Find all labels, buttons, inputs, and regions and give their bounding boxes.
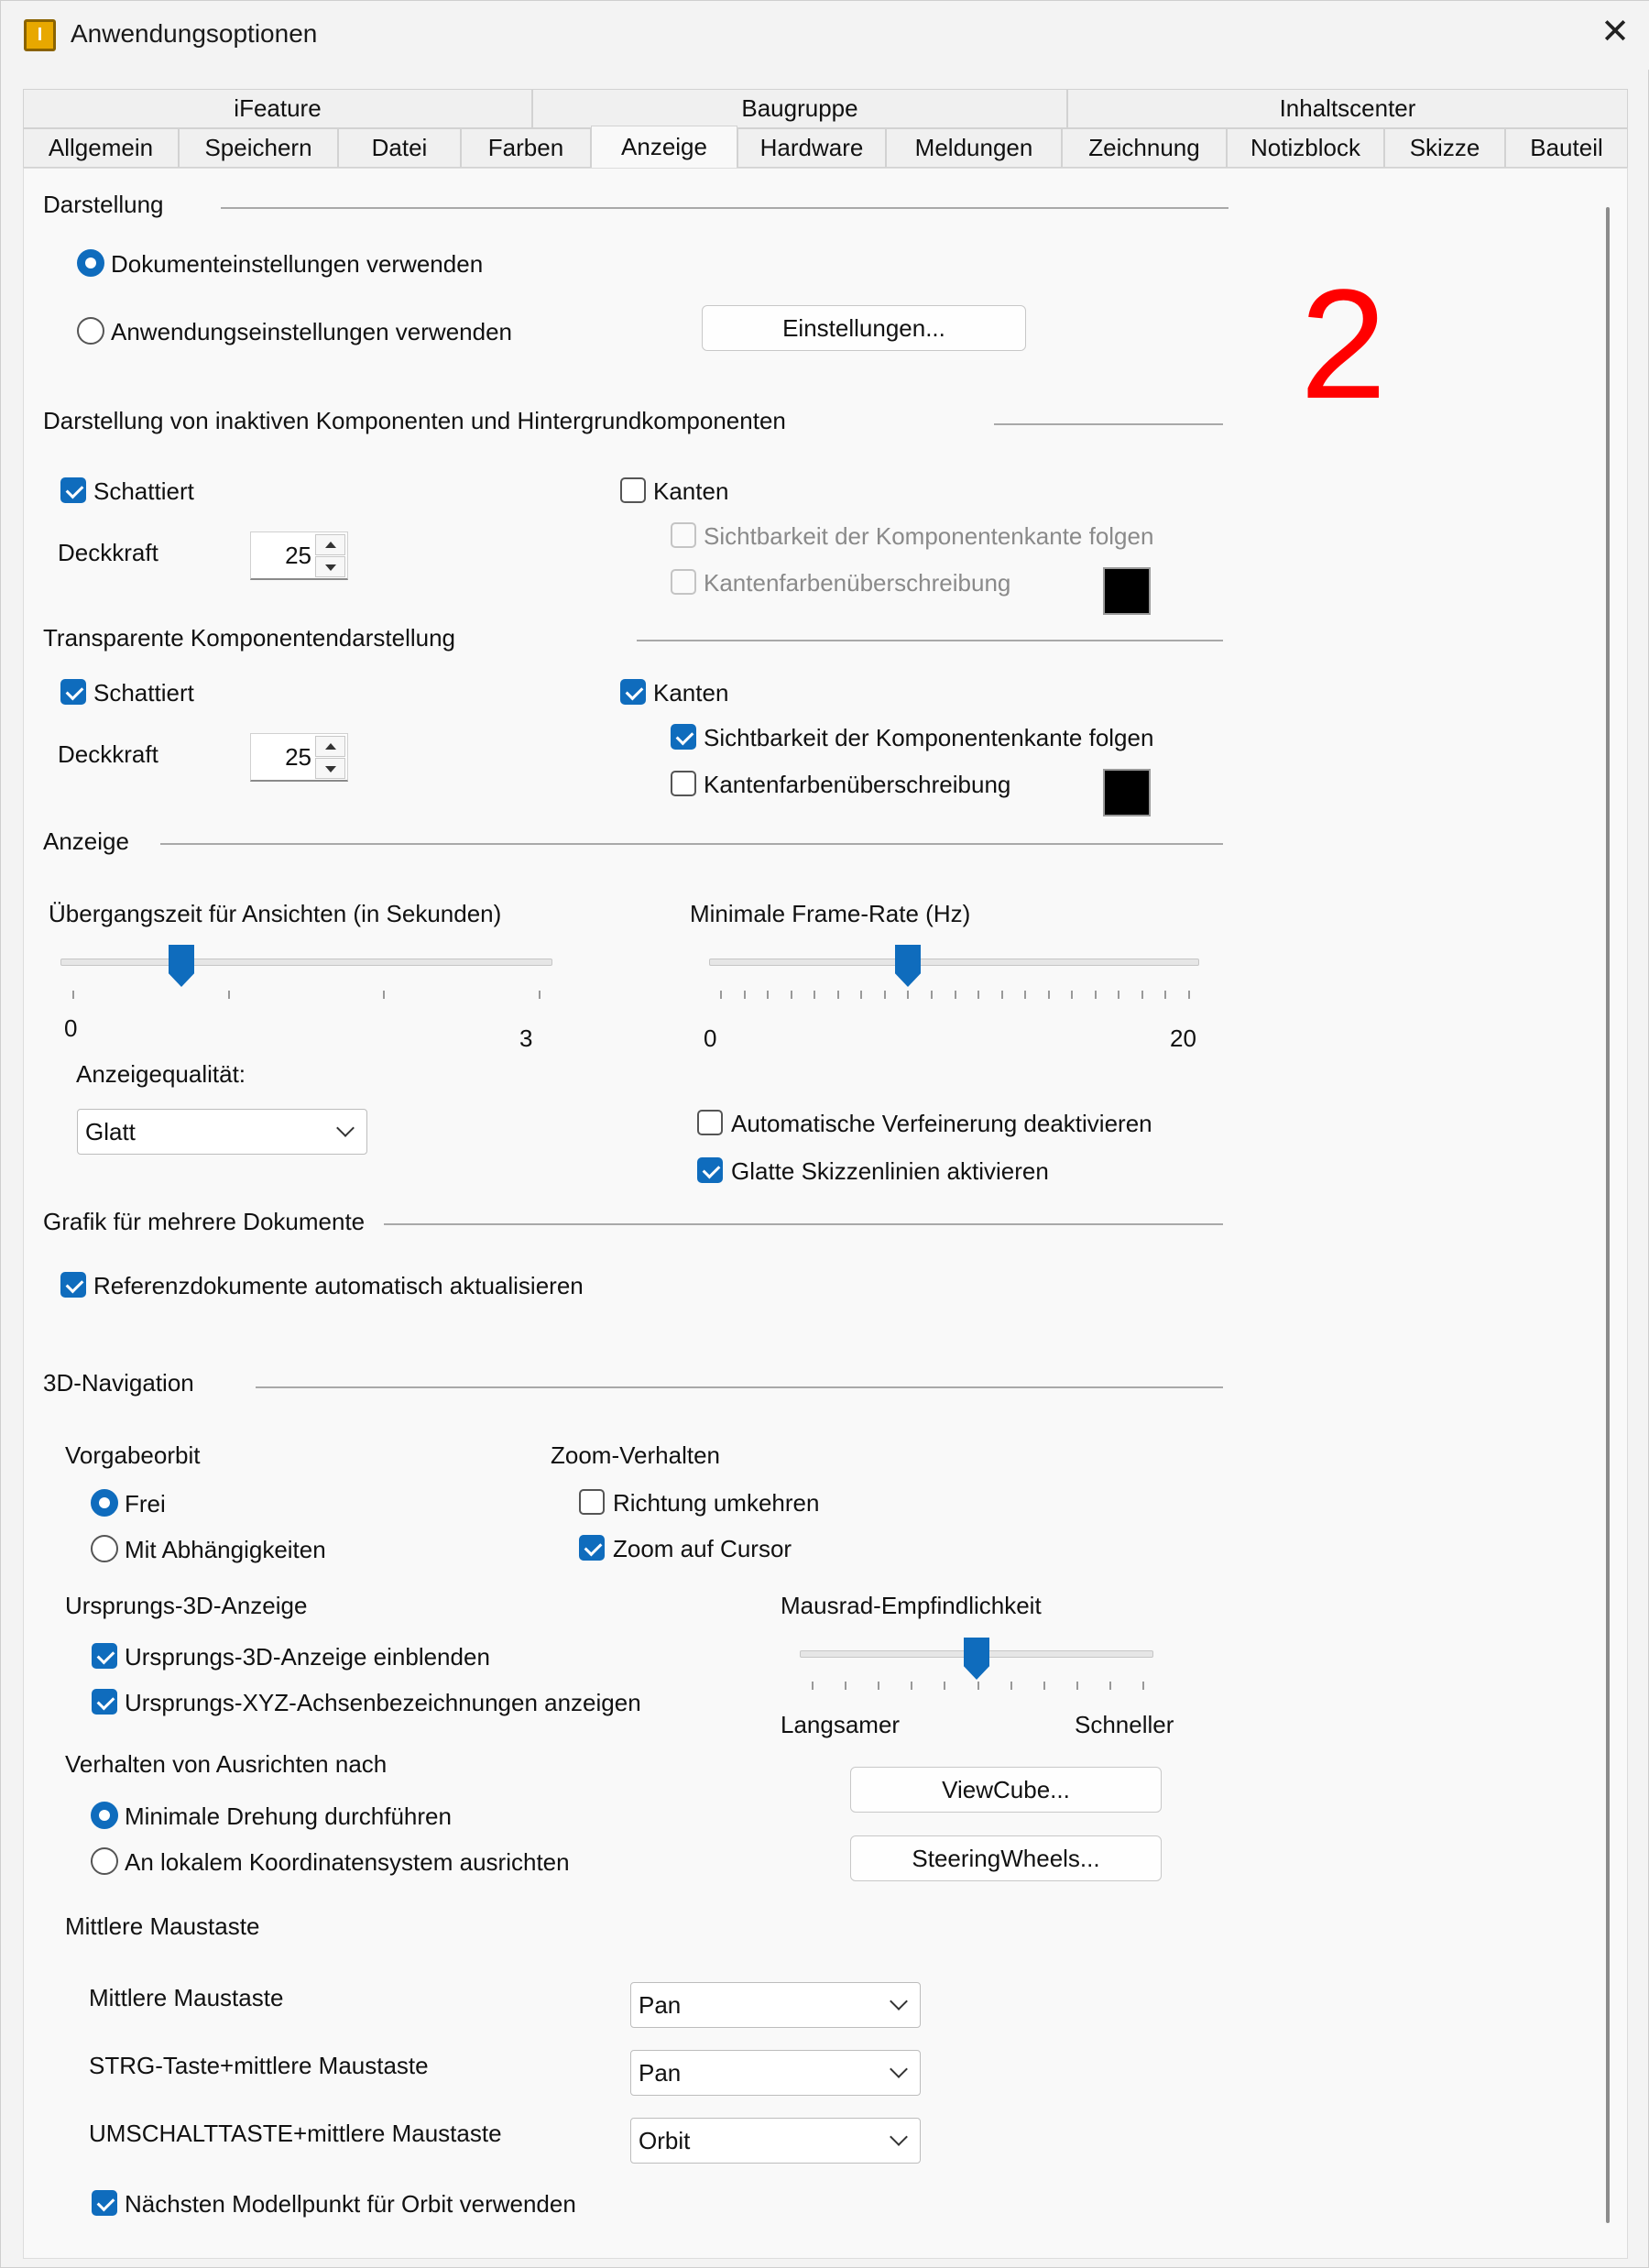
slider-tick (744, 991, 746, 999)
inactive-opacity-value: 25 (285, 542, 311, 569)
spin-down-icon[interactable] (315, 556, 345, 577)
slider-tick (1071, 991, 1073, 999)
ctrl-mm-value: Pan (639, 2059, 682, 2087)
separator (994, 423, 1223, 425)
transparent-opacity-value: 25 (285, 743, 311, 771)
viewcube-button[interactable]: ViewCube... (850, 1767, 1162, 1813)
inactive-edge-color-swatch[interactable] (1103, 567, 1151, 615)
inactive-opacity-spinner[interactable] (250, 531, 348, 580)
inactive-heading: Darstellung von inaktiven Komponenten und Hintergrundkomponenten (43, 407, 786, 434)
title-bar (1, 1, 1649, 70)
inactive-shaded-checkbox[interactable] (60, 477, 86, 503)
ctrl-mm-dropdown[interactable] (630, 2050, 921, 2096)
smooth-sketch-label: Glatte Skizzenlinien aktivieren (731, 1157, 1049, 1185)
align-local-label: An lokalem Koordinatensystem ausrichten (125, 1848, 570, 1876)
slider-tick (1141, 991, 1143, 999)
close-icon[interactable]: ✕ (1600, 13, 1630, 51)
mm-label: Mittlere Maustaste (89, 1984, 284, 2011)
shift-mm-dropdown[interactable] (630, 2118, 921, 2164)
chevron-down-icon (890, 1992, 908, 2011)
quality-value: Glatt (85, 1118, 136, 1145)
zoom-heading: Zoom-Verhalten (551, 1441, 720, 1469)
wheel-heading: Mausrad-Empfindlichkeit (781, 1592, 1042, 1619)
slider-tick (1076, 1682, 1078, 1690)
slider-tick (767, 991, 769, 999)
slider-tick (878, 1682, 879, 1690)
tab-bauteil[interactable]: Bauteil (1505, 128, 1628, 168)
tab-skizze[interactable]: Skizze (1384, 128, 1505, 168)
framerate-max-label: 20 (1170, 1024, 1196, 1052)
inactive-override-label: Kantenfarbenüberschreibung (704, 569, 1011, 597)
transition-min-label: 0 (64, 1014, 78, 1042)
slider-tick (911, 1682, 912, 1690)
quality-dropdown[interactable] (77, 1109, 367, 1155)
tab-datei[interactable]: Datei (338, 128, 461, 168)
auto-refine-label: Automatische Verfeinerung deaktivieren (731, 1110, 1152, 1137)
transparent-override-checkbox[interactable] (671, 771, 696, 796)
slider-tick (1109, 1682, 1111, 1690)
radio-align-local[interactable] (91, 1847, 118, 1875)
mm-value: Pan (639, 1991, 682, 2019)
radio-document-settings[interactable] (77, 249, 104, 277)
framerate-min-label: 0 (704, 1024, 717, 1052)
transparent-follow-checkbox[interactable] (671, 724, 696, 750)
framerate-label: Minimale Frame-Rate (Hz) (690, 900, 971, 927)
slider-tick (1118, 991, 1119, 999)
radio-orbit-constrained[interactable] (91, 1535, 118, 1562)
nearest-point-label: Nächsten Modellpunkt für Orbit verwenden (125, 2190, 576, 2218)
app-icon: I (24, 19, 56, 51)
inactive-override-checkbox (671, 569, 696, 595)
transparent-edge-color-swatch[interactable] (1103, 769, 1151, 816)
chevron-down-icon (336, 1119, 355, 1137)
slider-tick (931, 991, 933, 999)
transition-max-label: 3 (519, 1024, 533, 1052)
inactive-follow-checkbox (671, 522, 696, 548)
spin-down-icon[interactable] (315, 758, 345, 779)
tab-baugruppe[interactable]: Baugruppe (532, 89, 1067, 128)
origin-xyz-checkbox[interactable] (92, 1689, 117, 1715)
slider-tick (1001, 991, 1003, 999)
inactive-edges-checkbox[interactable] (620, 477, 646, 503)
tab-farben[interactable]: Farben (461, 128, 591, 168)
transparent-shaded-checkbox[interactable] (60, 679, 86, 705)
slider-tick (814, 991, 815, 999)
slider-tick (1164, 991, 1166, 999)
tab-meldungen[interactable]: Meldungen (886, 128, 1062, 168)
auto-update-checkbox[interactable] (60, 1272, 86, 1298)
spin-up-icon[interactable] (315, 736, 345, 757)
transparent-opacity-spinner[interactable] (250, 733, 348, 782)
transition-slider-track[interactable] (60, 959, 552, 966)
annotation-number: 2 (1300, 257, 1387, 432)
tab-allgemein[interactable]: Allgemein (23, 128, 179, 168)
slider-tick (845, 1682, 846, 1690)
transition-label: Übergangszeit für Ansichten (in Sekunden) (49, 900, 502, 927)
radio-align-min[interactable] (91, 1802, 118, 1829)
slider-tick (977, 991, 979, 999)
zoom-cursor-label: Zoom auf Cursor (613, 1535, 792, 1562)
mm-dropdown[interactable] (630, 1982, 921, 2028)
slider-tick (812, 1682, 814, 1690)
chevron-down-icon (890, 2060, 908, 2078)
settings-button[interactable]: Einstellungen... (702, 305, 1026, 351)
radio-application-label: Anwendungseinstellungen verwenden (111, 318, 512, 345)
slider-tick (1043, 1682, 1045, 1690)
align-heading: Verhalten von Ausrichten nach (65, 1750, 388, 1778)
multidoc-heading: Grafik für mehrere Dokumente (43, 1208, 366, 1235)
slider-tick (383, 991, 385, 999)
slider-tick (1188, 991, 1190, 999)
darstellung-heading: Darstellung (43, 191, 164, 218)
radio-document-label: Dokumenteinstellungen verwenden (111, 250, 484, 278)
slider-tick (72, 991, 74, 999)
quality-label: Anzeigequalität: (76, 1060, 246, 1088)
middle-heading: Mittlere Maustaste (65, 1912, 260, 1940)
nearest-point-checkbox[interactable] (92, 2190, 117, 2216)
wheel-fast-label: Schneller (1075, 1711, 1174, 1738)
tab-inhaltscenter[interactable]: Inhaltscenter (1067, 89, 1628, 128)
origin-xyz-label: Ursprungs-XYZ-Achsenbezeichnungen anzeigen (125, 1689, 641, 1716)
spin-up-icon[interactable] (315, 534, 345, 555)
shift-mm-value: Orbit (639, 2127, 691, 2154)
slider-tick (907, 991, 909, 999)
radio-application-settings[interactable] (77, 317, 104, 345)
tab-speichern[interactable]: Speichern (179, 128, 338, 168)
transparent-heading: Transparente Komponentendarstellung (43, 624, 455, 652)
slider-tick (884, 991, 886, 999)
orbit-constrained-label: Mit Abhängigkeiten (125, 1536, 326, 1563)
slider-tick (860, 991, 862, 999)
inactive-edges-label: Kanten (653, 477, 729, 505)
tab-zeichnung[interactable]: Zeichnung (1062, 128, 1227, 168)
tab-ifeature[interactable]: iFeature (23, 89, 532, 128)
orbit-free-label: Frei (125, 1490, 166, 1517)
align-min-label: Minimale Drehung durchführen (125, 1802, 452, 1830)
separator (221, 207, 1229, 209)
slider-tick (1142, 1682, 1144, 1690)
origin-show-label: Ursprungs-3D-Anzeige einblenden (125, 1643, 490, 1671)
inactive-follow-label: Sichtbarkeit der Komponentenkante folgen (704, 522, 1154, 550)
origin-show-checkbox[interactable] (92, 1643, 117, 1669)
tab-hardware[interactable]: Hardware (737, 128, 886, 168)
slider-tick (1048, 991, 1050, 999)
separator (160, 843, 1223, 845)
radio-orbit-free[interactable] (91, 1489, 118, 1517)
orbit-heading: Vorgabeorbit (65, 1441, 201, 1469)
transparent-edges-checkbox[interactable] (620, 679, 646, 705)
zoom-cursor-checkbox[interactable] (579, 1535, 605, 1561)
transparent-opacity-label: Deckkraft (58, 740, 158, 768)
slider-tick (1095, 991, 1097, 999)
reverse-zoom-label: Richtung umkehren (613, 1489, 820, 1517)
slider-tick (944, 1682, 945, 1690)
slider-tick (955, 991, 956, 999)
slider-tick (791, 991, 792, 999)
slider-tick (1010, 1682, 1012, 1690)
transparent-shaded-label: Schattiert (93, 679, 194, 707)
framerate-slider-track[interactable] (709, 959, 1199, 966)
anzeige-heading: Anzeige (43, 827, 129, 855)
origin-heading: Ursprungs-3D-Anzeige (65, 1592, 308, 1619)
tab-notizblock[interactable]: Notizblock (1227, 128, 1384, 168)
smooth-sketch-checkbox[interactable] (697, 1157, 723, 1183)
slider-tick (228, 991, 230, 999)
window-title: Anwendungsoptionen (71, 19, 318, 48)
inactive-opacity-label: Deckkraft (58, 539, 158, 566)
auto-update-label: Referenzdokumente automatisch aktualisieren (93, 1272, 584, 1299)
chevron-down-icon (890, 2128, 908, 2146)
wheel-slow-label: Langsamer (781, 1711, 901, 1738)
transparent-override-label: Kantenfarbenüberschreibung (704, 771, 1011, 798)
slider-tick (837, 991, 839, 999)
vertical-scrollbar[interactable] (1606, 207, 1610, 2223)
transparent-edges-label: Kanten (653, 679, 729, 707)
nav3d-heading: 3D-Navigation (43, 1369, 194, 1397)
steeringwheels-button[interactable]: SteeringWheels... (850, 1835, 1162, 1881)
slider-tick (977, 1682, 979, 1690)
transparent-follow-label: Sichtbarkeit der Komponentenkante folgen (704, 724, 1154, 751)
inactive-shaded-label: Schattiert (93, 477, 194, 505)
reverse-zoom-checkbox[interactable] (579, 1489, 605, 1515)
separator (256, 1386, 1223, 1388)
separator (637, 640, 1223, 641)
ctrl-mm-label: STRG-Taste+mittlere Maustaste (89, 2052, 429, 2079)
shift-mm-label: UMSCHALTTASTE+mittlere Maustaste (89, 2120, 502, 2147)
separator (384, 1223, 1223, 1225)
auto-refine-checkbox[interactable] (697, 1110, 723, 1135)
slider-tick (720, 991, 722, 999)
slider-tick (539, 991, 541, 999)
tab-anzeige[interactable]: Anzeige (591, 126, 737, 170)
slider-tick (1024, 991, 1026, 999)
